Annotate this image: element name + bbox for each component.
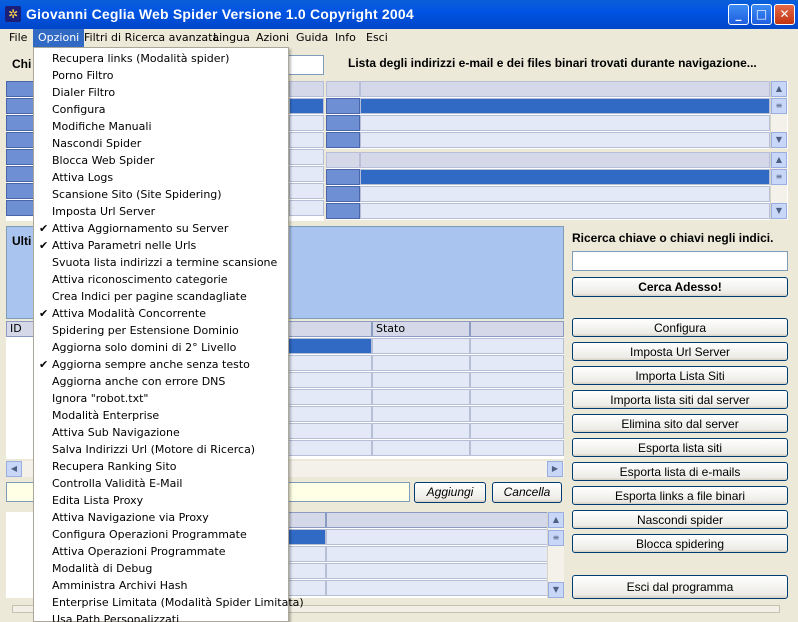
checkmark-icon: ✔: [39, 307, 49, 320]
menu-item[interactable]: [34, 560, 288, 577]
menu-item[interactable]: [34, 390, 288, 407]
menu-item[interactable]: [34, 339, 288, 356]
scroll-left-icon[interactable]: ◀: [6, 461, 22, 477]
title-bar: [0, 0, 798, 29]
menu-item[interactable]: [34, 288, 288, 305]
export-sites-button[interactable]: Esporta lista siti: [572, 438, 788, 457]
menu-item-label: Enterprise Limitata (Modalità Spider Limitata): [52, 596, 304, 609]
menu-item[interactable]: [34, 356, 288, 373]
menu-item[interactable]: [34, 305, 288, 322]
menu-item[interactable]: [34, 492, 288, 509]
scroll-down-icon[interactable]: ▼: [771, 132, 787, 148]
menu-item-label: Aggiorna sempre anche senza testo: [52, 358, 250, 371]
menu-item[interactable]: [34, 152, 288, 169]
menu-item-label: Blocca Web Spider: [52, 154, 155, 167]
menu-item[interactable]: [34, 118, 288, 135]
menu-item-label: Configura Operazioni Programmate: [52, 528, 247, 541]
add-button[interactable]: Aggiungi: [414, 482, 486, 503]
menu-item[interactable]: [34, 84, 288, 101]
block-spidering-button[interactable]: Blocca spidering: [572, 534, 788, 553]
menu-item-label: Amministra Archivi Hash: [52, 579, 188, 592]
spider-icon[interactable]: ✲: [5, 6, 21, 22]
menu-item[interactable]: [34, 441, 288, 458]
scroll-right-icon[interactable]: ▶: [547, 461, 563, 477]
menu-item[interactable]: [34, 611, 288, 622]
menu-item-label: Attiva Aggiornamento su Server: [52, 222, 229, 235]
exit-program-button[interactable]: Esci dal programma: [572, 575, 788, 599]
menu-item-label: Svuota lista indirizzi a termine scansione: [52, 256, 278, 269]
scroll-up-icon[interactable]: ▲: [548, 512, 564, 528]
menu-item[interactable]: [34, 67, 288, 84]
menu-azioni[interactable]: Azioni: [256, 31, 290, 44]
menu-item-label: Recupera links (Modalità spider): [52, 52, 230, 65]
menu-item-label: Attiva Logs: [52, 171, 114, 184]
list-title: Lista degli indirizzi e-mail e dei files binari trovati durante navigazione...: [348, 56, 757, 70]
menu-file[interactable]: File: [9, 31, 28, 44]
search-label: Ricerca chiave o chiavi negli indici.: [572, 231, 774, 245]
menu-item-label: Porno Filtro: [52, 69, 114, 82]
scroll-up-icon[interactable]: ▲: [771, 81, 787, 97]
menu-item-label: Spidering per Estensione Dominio: [52, 324, 239, 337]
menu-item[interactable]: [34, 373, 288, 390]
menu-item-label: Attiva Parametri nelle Urls: [52, 239, 197, 252]
menu-item-label: Scansione Sito (Site Spidering): [52, 188, 222, 201]
menu-item[interactable]: [34, 186, 288, 203]
menu-item[interactable]: [34, 322, 288, 339]
menu-bar: [0, 29, 798, 47]
menu-item[interactable]: [34, 101, 288, 118]
menu-item-label: Attiva Modalità Concorrente: [52, 307, 206, 320]
menu-lingua[interactable]: Lingua: [213, 31, 250, 44]
menu-item[interactable]: [34, 543, 288, 560]
menu-item-label: Recupera Ranking Sito: [52, 460, 177, 473]
menu-item-label: Crea Indici per pagine scandagliate: [52, 290, 247, 303]
menu-item[interactable]: [34, 509, 288, 526]
bottom-grid-vscroll[interactable]: ▲ ≡ ▼: [547, 512, 564, 598]
menu-item[interactable]: [34, 271, 288, 288]
menu-item[interactable]: [34, 526, 288, 543]
menu-item-label: Salva Indirizzi Url (Motore di Ricerca): [52, 443, 256, 456]
window-title: Giovanni Ceglia Web Spider Versione 1.0 Copyright 2004: [26, 6, 414, 22]
menu-esci[interactable]: Esci: [366, 31, 388, 44]
menu-item[interactable]: [34, 50, 288, 67]
col-stato[interactable]: Stato: [372, 321, 470, 337]
menu-item-label: Usa Path Personalizzati: [52, 613, 180, 622]
menu-item-label: Attiva riconoscimento categorie: [52, 273, 228, 286]
set-url-server-button[interactable]: Imposta Url Server: [572, 342, 788, 361]
email-list[interactable]: ▲ ≡ ▼: [326, 81, 788, 149]
menu-item-label: Attiva Navigazione via Proxy: [52, 511, 209, 524]
menu-opzioni[interactable]: Opzioni: [33, 29, 84, 47]
menu-item[interactable]: [34, 254, 288, 271]
import-sites-button[interactable]: Importa Lista Siti: [572, 366, 788, 385]
import-sites-server-button[interactable]: Importa lista siti dal server: [572, 390, 788, 409]
menu-item-label: Imposta Url Server: [52, 205, 156, 218]
menu-item-label: Attiva Operazioni Programmate: [52, 545, 226, 558]
menu-item-label: Modalità di Debug: [52, 562, 153, 575]
cancel-button[interactable]: Cancella: [492, 482, 562, 503]
maximize-button[interactable]: □: [751, 4, 772, 25]
menu-item-label: Edita Lista Proxy: [52, 494, 144, 507]
menu-item[interactable]: [34, 577, 288, 594]
menu-item-label: Modifiche Manuali: [52, 120, 152, 133]
menu-info[interactable]: Info: [335, 31, 356, 44]
menu-item[interactable]: [34, 135, 288, 152]
menu-item-label: Aggiorna solo domini di 2° Livello: [52, 341, 237, 354]
menu-filtri[interactable]: Filtri di Ricerca avanzata: [84, 31, 220, 44]
col-id[interactable]: ID: [6, 321, 36, 337]
menu-item[interactable]: [34, 594, 304, 611]
menu-item[interactable]: [34, 407, 288, 424]
menu-item[interactable]: [34, 203, 288, 220]
menu-item-label: Nascondi Spider: [52, 137, 142, 150]
status-label: Ulti: [12, 234, 32, 248]
search-now-button[interactable]: Cerca Adesso!: [572, 277, 788, 297]
menu-item-label: Controlla Validità E-Mail: [52, 477, 183, 490]
menu-item[interactable]: [34, 475, 288, 492]
menu-item-label: Modalità Enterprise: [52, 409, 160, 422]
delete-site-server-button[interactable]: Elimina sito dal server: [572, 414, 788, 433]
close-button[interactable]: ✕: [774, 4, 795, 25]
keyword-label: Chi: [12, 57, 32, 71]
menu-item-label: Dialer Filtro: [52, 86, 116, 99]
scroll-up-icon[interactable]: ▲: [771, 152, 787, 168]
menu-item-label: Ignora "robot.txt": [52, 392, 149, 405]
menu-item[interactable]: [34, 424, 288, 441]
menu-item[interactable]: [34, 220, 288, 237]
scroll-down-icon[interactable]: ▼: [771, 203, 787, 219]
checkmark-icon: ✔: [39, 239, 49, 252]
export-binary-links-button[interactable]: Esporta links a file binari: [572, 486, 788, 505]
menu-guida[interactable]: Guida: [296, 31, 329, 44]
hide-spider-button[interactable]: Nascondi spider: [572, 510, 788, 529]
menu-item[interactable]: [34, 237, 288, 254]
binary-files-list[interactable]: ▲ ≡ ▼: [326, 152, 788, 220]
menu-item-label: Configura: [52, 103, 106, 116]
export-emails-button[interactable]: Esporta lista di e-mails: [572, 462, 788, 481]
menu-item[interactable]: [34, 169, 288, 186]
configure-button[interactable]: Configura: [572, 318, 788, 337]
search-input[interactable]: [572, 251, 788, 271]
checkmark-icon: ✔: [39, 358, 49, 371]
menu-item[interactable]: [34, 458, 288, 475]
opzioni-dropdown-menu: [33, 47, 304, 622]
keyword-input[interactable]: [288, 55, 324, 75]
menu-item-label: Aggiorna anche con errore DNS: [52, 375, 226, 388]
menu-item-label: Attiva Sub Navigazione: [52, 426, 180, 439]
checkmark-icon: ✔: [39, 222, 49, 235]
scroll-down-icon[interactable]: ▼: [548, 582, 564, 598]
minimize-button[interactable]: _: [728, 4, 749, 25]
